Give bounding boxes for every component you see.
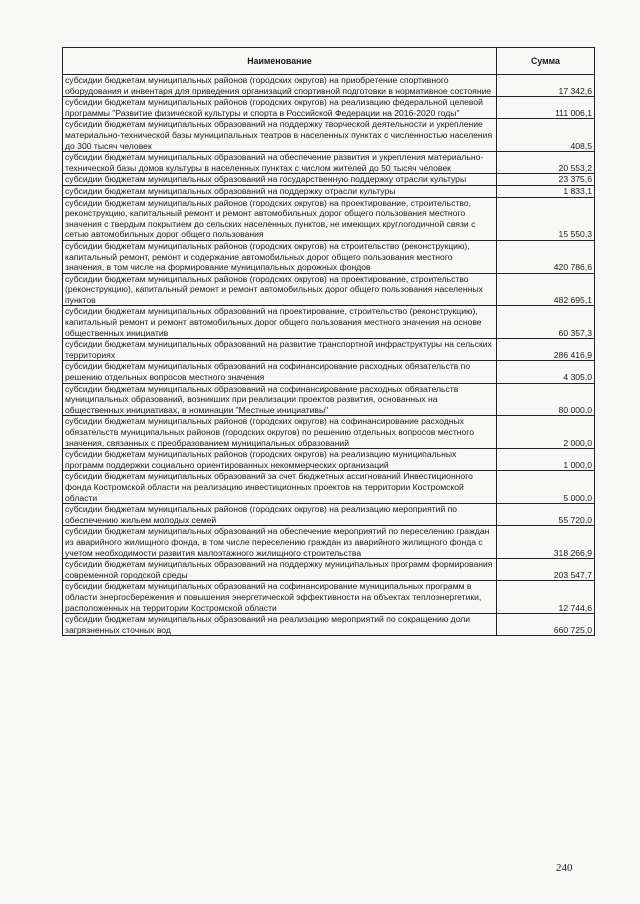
subsidy-name-cell: субсидии бюджетам муниципальных образований на поддержку творческой деятельности и укрепление материально-технической базы муниципальных театров в населенных пунктах с численностью населения до 300 тысяч человек [63, 119, 497, 152]
subsidy-name-cell: субсидии бюджетам муниципальных образований на софинансирование муниципальных программ в области энергосбережения и повышения энергетической эффективности на объектах теплоэнергетики, расположенных на территории Костромской области [63, 581, 497, 614]
subsidy-name-cell: субсидии бюджетам муниципальных образований на реализацию мероприятий по сокращению доли загрязненных сточных вод [63, 614, 497, 636]
subsidy-sum-cell: 23 375,6 [497, 174, 595, 186]
subsidy-name-cell: субсидии бюджетам муниципальных районов (городских округов) на строительство (реконструкцию), капитальный ремонт, ремонт и содержание автомобильных дорог общего пользования местного значения, в том числе на формирование муниципальных дорожных фондов [63, 240, 497, 273]
subsidy-sum-cell: 4 305,0 [497, 361, 595, 383]
subsidy-sum-cell: 17 342,6 [497, 75, 595, 97]
subsidy-name-cell: субсидии бюджетам муниципальных образований на софинансирование расходных обязательств по решению отдельных вопросов местного значения [63, 361, 497, 383]
subsidy-sum-cell: 408,5 [497, 119, 595, 152]
table-row [63, 504, 595, 526]
subsidy-name-cell: субсидии бюджетам муниципальных образований на обеспечение мероприятий по переселению граждан из аварийного жилищного фонда, в том числе переселению граждан из аварийного жилищного фонда с учетом необходимости развития малоэтажного жилищного строительства [63, 526, 497, 559]
table-row [63, 97, 595, 119]
table-row [63, 559, 595, 581]
subsidy-sum-cell: 2 000,0 [497, 416, 595, 449]
subsidy-sum-cell: 5 000,0 [497, 471, 595, 504]
table-row [63, 197, 595, 240]
subsidy-name-cell: субсидии бюджетам муниципальных районов (городских округов) на реализацию федеральной целевой программы "Развитие физической культуры и спорта в Российской Федерации на 2016-2020 годы" [63, 97, 497, 119]
subsidy-name-cell: субсидии бюджетам муниципальных районов (городских округов) на софинансирование расходных обязательств муниципальных районов (городских округов) по решению отдельных вопросов местного значения, связанных с преобразованием муниципальных образований [63, 416, 497, 449]
subsidy-name-cell: субсидии бюджетам муниципальных образований на государственную поддержку отрасли культуры [63, 174, 497, 186]
subsidy-name-cell: субсидии бюджетам муниципальных образований за счет бюджетных ассигнований Инвестиционного фонда Костромской области на реализацию инвестиционных проектов на территории Костромской области [63, 471, 497, 504]
table-row [63, 240, 595, 273]
table-row [63, 152, 595, 174]
subsidy-sum-cell: 20 553,2 [497, 152, 595, 174]
subsidy-name-cell: субсидии бюджетам муниципальных образований на поддержку муниципальных программ формирования современной городской среды [63, 559, 497, 581]
table-row [63, 306, 595, 339]
table-row [63, 416, 595, 449]
subsidy-sum-cell: 286 416,9 [497, 339, 595, 361]
subsidy-sum-cell: 1 833,1 [497, 185, 595, 197]
table-row [63, 75, 595, 97]
header-name: Наименование [63, 48, 497, 75]
table-row [63, 174, 595, 186]
subsidy-sum-cell: 420 786,6 [497, 240, 595, 273]
subsidy-sum-cell: 203 547,7 [497, 559, 595, 581]
page-number: 240 [556, 862, 573, 874]
table-row [63, 361, 595, 383]
table-row [63, 339, 595, 361]
table-row [63, 273, 595, 306]
subsidy-name-cell: субсидии бюджетам муниципальных образований на развитие транспортной инфраструктуры на сельских территориях [63, 339, 497, 361]
subsidy-sum-cell: 60 357,3 [497, 306, 595, 339]
subsidy-name-cell: субсидии бюджетам муниципальных образований на проектирование, строительство (реконструкцию), капитальный ремонт и ремонт автомобильных дорог общего пользования местного значения на основе общественных инициатив [63, 306, 497, 339]
subsidy-sum-cell: 80 000,0 [497, 383, 595, 416]
subsidy-sum-cell: 1 000,0 [497, 449, 595, 471]
subsidy-name-cell: субсидии бюджетам муниципальных районов (городских округов) на приобретение спортивного оборудования и инвентаря для приведения организаций спортивной подготовки в нормативное состояние [63, 75, 497, 97]
subsidy-sum-cell: 12 744,6 [497, 581, 595, 614]
subsidy-name-cell: субсидии бюджетам муниципальных образований на обеспечение развития и укрепления материально-технической базы домов культуры в населенных пунктах с числом жителей до 50 тысяч человек [63, 152, 497, 174]
subsidy-sum-cell: 482 695,1 [497, 273, 595, 306]
subsidy-name-cell: субсидии бюджетам муниципальных образований на поддержку отрасли культуры [63, 185, 497, 197]
table-row [63, 119, 595, 152]
table-row [63, 449, 595, 471]
subsidy-name-cell: субсидии бюджетам муниципальных районов (городских округов) на реализацию мероприятий по обеспечению жильем молодых семей [63, 504, 497, 526]
table-body [63, 75, 595, 636]
table-row [63, 383, 595, 416]
table-row [63, 185, 595, 197]
subsidy-name-cell: субсидии бюджетам муниципальных районов (городских округов) на проектирование, строительство (реконструкцию), капитальный ремонт и ремонт автомобильных дорог общего пользования населенных пунктов [63, 273, 497, 306]
header-sum: Сумма [497, 48, 595, 75]
subsidy-sum-cell: 660 725,0 [497, 614, 595, 636]
subsidy-sum-cell: 318 266,9 [497, 526, 595, 559]
subsidy-name-cell: субсидии бюджетам муниципальных районов (городских округов) на проектирование, строительство, реконструкцию, капитальный ремонт и ремонт автомобильных дорог общего пользования местного значения с твердым покрытием до сельских населенных пунктов, не имеющих круглогодичной связи с сетью автомобильных дорог общего пользования [63, 197, 497, 240]
table-row [63, 614, 595, 636]
subsidy-sum-cell: 111 006,1 [497, 97, 595, 119]
table-row [63, 581, 595, 614]
table-row [63, 526, 595, 559]
subsidy-sum-cell: 55 720,0 [497, 504, 595, 526]
subsidy-name-cell: субсидии бюджетам муниципальных районов (городских округов) на реализацию муниципальных программ поддержки социально ориентированных некоммерческих организаций [63, 449, 497, 471]
subsidy-sum-cell: 15 550,3 [497, 197, 595, 240]
table-row [63, 471, 595, 504]
subsidy-name-cell: субсидии бюджетам муниципальных образований на софинансирование расходных обязательств муниципальных образований, возникших при реализации проектов развития, основанных на общественных инициативах, в номинации "Местные инициативы" [63, 383, 497, 416]
subsidies-table [62, 47, 595, 636]
table-header-row [63, 48, 595, 75]
